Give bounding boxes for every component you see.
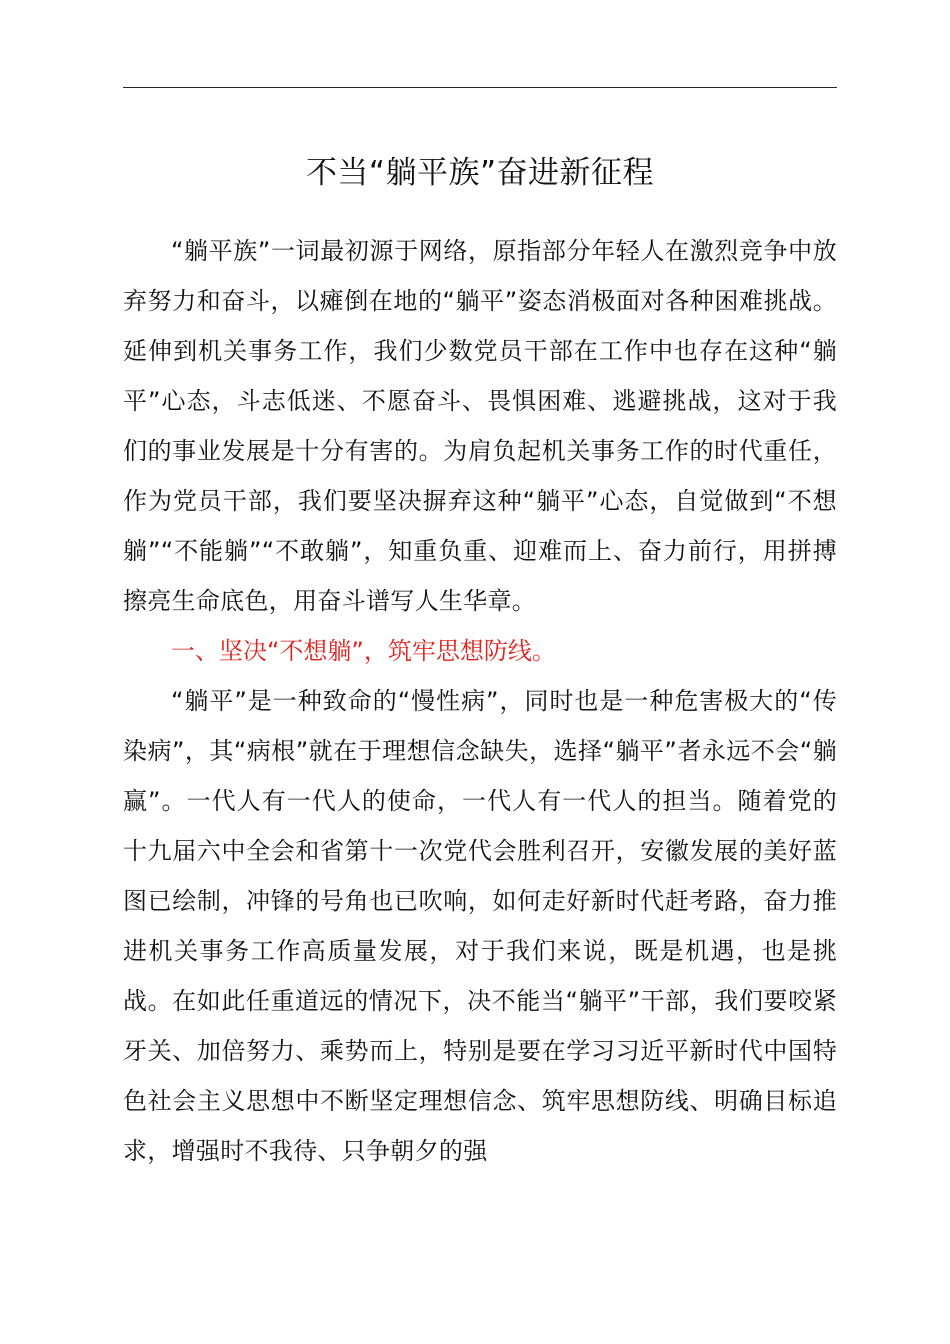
section-1-heading: 一、坚决“不想躺”，筑牢思想防线。	[171, 637, 556, 665]
document-title: 不当“躺平族”奋进新征程	[305, 155, 655, 191]
intro-paragraph: “躺平族”一词最初源于网络，原指部分年轻人在激烈竞争中放弃努力和奋斗，以瘫倒在地的“躺平”姿态消极面对各种困难挑战。延伸到机关事务工作，我们少数党员干部在工作中也存在这种“躺平”心态，斗志低迷、不愿奋斗、畏惧困难、逃避挑战，这对于我们的事业发展是十分有害的。为肩负起机关事务工作的时代重任，作为党员干部，我们要坚决摒弃这种“躺平”心态，自觉做到“不想躺”“不能躺”“不敢躺”，知重负重、迎难而上、奋力前行，用拼搏擦亮生命底色，用奋斗谱写人生华章。	[123, 237, 837, 615]
document-body	[123, 226, 837, 1176]
header-rule	[123, 87, 837, 88]
section-1-paragraph: “躺平”是一种致命的“慢性病”，同时也是一种危害极大的“传染病”，其“病根”就在于理想信念缺失，选择“躺平”者永远不会“躺赢”。一代人有一代人的使命，一代人有一代人的担当。随着党的十九届六中全会和省第十一次党代会胜利召开，安徽发展的美好蓝图已绘制，冲锋的号角也已吹响，如何走好新时代赶考路，奋力推进机关事务工作高质量发展，对于我们来说，既是机遇，也是挑战。在如此任重道远的情况下，决不能当“躺平”干部，我们要咬紧牙关、加倍努力、乘势而上，特别是要在学习习近平新时代中国特色社会主义思想中不断坚定理想信念、筑牢思想防线、明确目标追求，增强时不我待、只争朝夕的强	[123, 687, 837, 1165]
